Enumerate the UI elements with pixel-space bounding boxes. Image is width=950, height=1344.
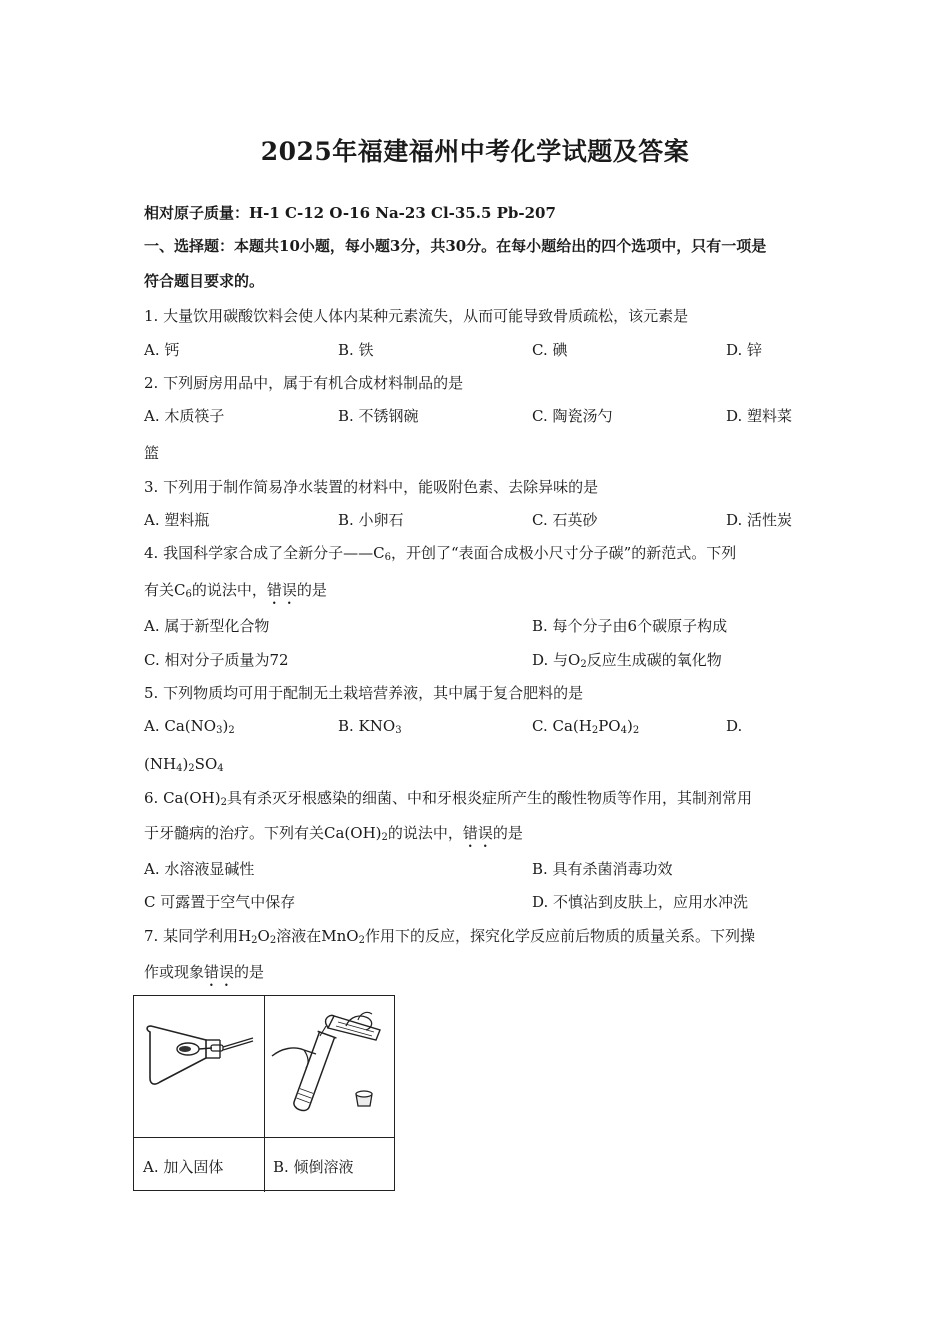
q7-figure-table (133, 995, 395, 1191)
flask-icon (147, 1026, 206, 1084)
q5-option-d: D. (726, 717, 743, 735)
q4-option-a: A. 属于新型化合物 (144, 617, 270, 635)
q6-option-d: D. 不慎沾到皮肤上，应用水冲洗 (532, 893, 749, 911)
q2-option-b: B. 不锈钢碗 (338, 407, 419, 425)
q3-option-c: C. 石英砂 (532, 511, 598, 529)
q6-option-c: C 可露置于空气中保存 (144, 893, 296, 911)
q1-stem: 1. 大量饮用碳酸饮料会使人体内某种元素流失，从而可能导致骨质疏松，该元素是 (144, 307, 689, 325)
q6-option-a: A. 水溶液显碱性 (144, 860, 255, 878)
q2-stem: 2. 下列厨房用品中，属于有机合成材料制品的是 (144, 374, 464, 392)
q3-option-a: A. 塑料瓶 (144, 511, 210, 529)
emphasis-wrong: 错误 (266, 581, 297, 599)
q4-stem-line2: 有关$C_6$的说法中，错误的是 (144, 581, 327, 600)
q5-stem: 5. 下列物质均可用于配制无土栽培营养液，其中属于复合肥料的是 (144, 684, 584, 702)
q6-stem: 6. $Ca(OH)_2$具有杀灭牙根感染的细菌、中和牙根炎症所产生的酸性物质等作用，其制剂常用 (144, 789, 752, 808)
hand-icon (272, 1048, 316, 1056)
q3-option-b: B. 小卵石 (338, 511, 404, 529)
q4-stem: 4. 我国科学家合成了全新分子$——C_6$，开创了“表面合成极小尺寸分子碳”的新范式。下列 (144, 544, 737, 563)
stopper-icon (356, 1091, 372, 1106)
q7-stem: 7. 某同学利用$H_2O_2$溶液在MnO$_2$作用下的反应，探究化学反应前后物质的质量关系。下列操 (144, 927, 755, 946)
q5-option-c: C. $Ca(H_2PO_4)_2$ (532, 717, 640, 736)
pouring-solution-illustration (264, 996, 394, 1137)
q5-option-d-wrap: $(NH_4)_2SO_4$ (144, 755, 224, 774)
emphasis-wrong: 错误 (204, 963, 235, 981)
q4-option-c: C. 相对分子质量为72 (144, 651, 289, 669)
q1-option-d: D. 锌 (726, 341, 763, 359)
q7-stem-line2: 作或现象错误的是 (144, 963, 265, 981)
section-heading-line2: 符合题目要求的。 (144, 272, 265, 290)
q1-option-b: B. 铁 (338, 341, 374, 359)
q5-option-b: B. $KNO_3$ (338, 717, 402, 736)
q2-option-d: D. 塑料菜 (726, 407, 793, 425)
page-title: 2025年福建福州中考化学试题及答案 (260, 137, 690, 166)
q2-option-a: A. 木质筷子 (144, 407, 225, 425)
section-heading-line1: 一、选择题：本题共10小题，每小题3分，共30分。在每小题给出的四个选项中，只有一项是 (144, 237, 767, 255)
q7-figure-b (264, 996, 394, 1137)
q5-option-a: A. $Ca(NO_3)_2$ (144, 717, 235, 736)
test-tube-icon (290, 1031, 336, 1113)
q2-option-c: C. 陶瓷汤勺 (532, 407, 613, 425)
q6-option-b: B. 具有杀菌消毒功效 (532, 860, 673, 878)
q2-option-d-wrap: 篮 (144, 444, 160, 462)
q1-option-a: A. 钙 (144, 341, 180, 359)
q4-option-d: D. 与$O_2$反应生成碳的氧化物 (532, 651, 722, 670)
atomic-mass-line: 相对原子质量：H-1 C-12 O-16 Na-23 Cl-35.5 Pb-207 (144, 204, 556, 222)
q7-caption-b: B. 倾倒溶液 (273, 1158, 354, 1176)
q4-option-b: B. 每个分子由6个碳原子构成 (532, 617, 728, 635)
emphasis-wrong: 错误 (462, 824, 493, 842)
q7-figure-a (134, 996, 265, 1137)
q3-option-d: D. 活性炭 (726, 511, 793, 529)
q7-caption-a: A. 加入固体 (143, 1158, 224, 1176)
flask-spatula-illustration (134, 996, 264, 1137)
q7-caption-row (134, 1137, 394, 1192)
q1-option-c: C. 碘 (532, 341, 568, 359)
q3-stem: 3. 下列用于制作简易净水装置的材料中，能吸附色素、去除异味的是 (144, 478, 599, 496)
q6-stem-line2: 于牙髓病的治疗。下列有关$Ca(OH)_2$的说法中，错误的是 (144, 824, 523, 843)
